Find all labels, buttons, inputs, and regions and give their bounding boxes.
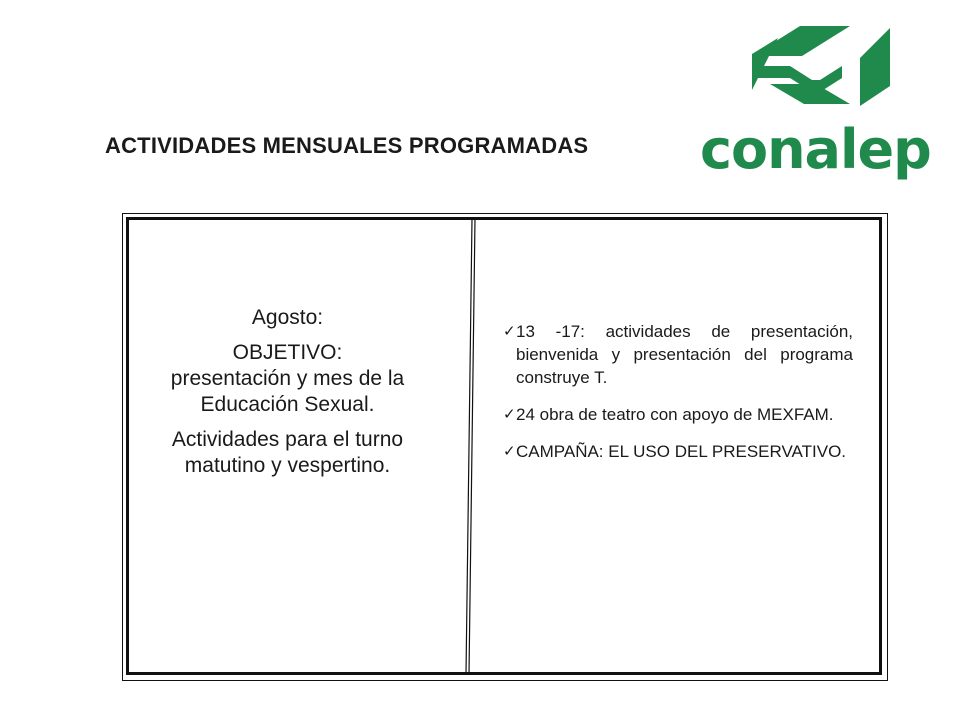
list-item (503, 320, 853, 389)
check-icon: ✓ (503, 323, 516, 340)
month-label: Agosto: (251, 306, 324, 329)
list-item-text: 13 -17: actividades de presentación, bienvenida y presentación del programa construye T. (516, 322, 853, 387)
activities-list (503, 320, 853, 477)
objective-text: OBJETIVO: presentación y mes de la Educación Sexual. (170, 341, 405, 416)
list-item (503, 440, 853, 463)
list-item-text: CAMPAÑA: EL USO DEL PRESERVATIVO. (516, 442, 847, 461)
page-title: ACTIVIDADES MENSUALES PROGRAMADAS (105, 133, 589, 158)
shifts-text: Actividades para el turno matutino y vespertino. (171, 428, 404, 477)
check-icon: ✓ (503, 443, 516, 460)
list-item (503, 403, 853, 426)
conalep-wordmark: conalep (700, 118, 931, 181)
check-icon: ✓ (503, 406, 516, 423)
left-panel (170, 305, 405, 488)
list-item-text: 24 obra de teatro con apoyo de MEXFAM. (516, 405, 834, 424)
